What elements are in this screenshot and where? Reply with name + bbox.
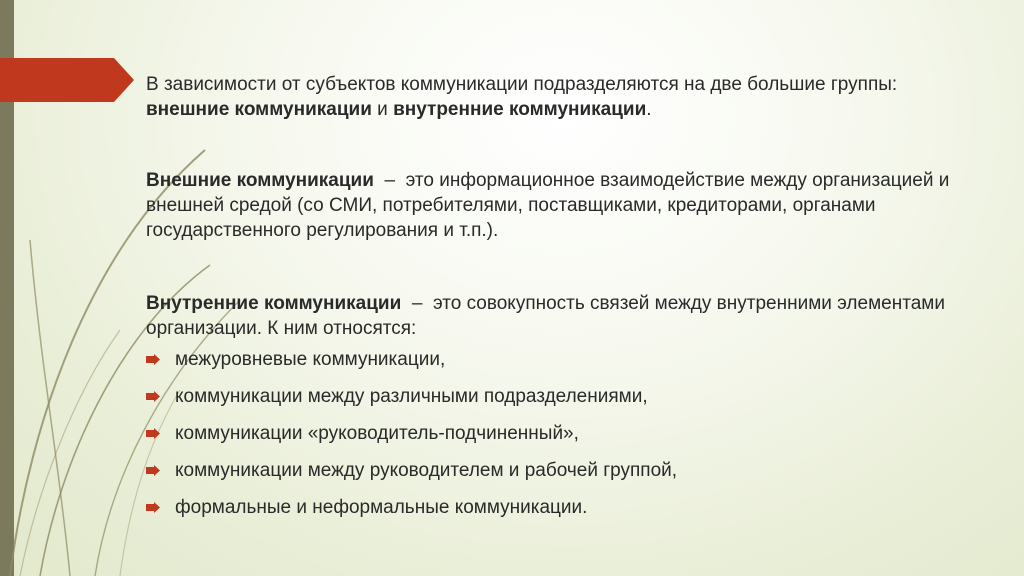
intro-text-1: В зависимости от субъектов коммуникации подразделяются на две большие группы: (146, 74, 898, 95)
arrow-bullet-icon (146, 391, 160, 402)
list-item (146, 384, 966, 421)
internal-paragraph (146, 291, 966, 341)
list-item-text: коммуникации между различными подразделениями, (175, 386, 648, 407)
internal-definition: – это совокупность связей между внутренними элементами организации. К ним относятся: (146, 293, 951, 339)
intro-bold-internal: внутренние коммуникации (393, 99, 647, 120)
slide-body (146, 72, 966, 532)
list-item-text: коммуникации между руководителем и рабочей группой, (175, 460, 678, 481)
list-item-text: формальные и неформальные коммуникации. (175, 497, 588, 518)
external-definition: – это информационное взаимодействие между организацией и внешней средой (со СМИ, потребителями, поставщиками, кредиторами, органами государственного регулирования и т.п.). (146, 170, 955, 241)
title-accent-arrow (0, 0, 140, 576)
list-item-text: межуровневые коммуникации, (175, 349, 446, 370)
internal-term: Внутренние коммуникации (146, 293, 402, 314)
list-item (146, 421, 966, 458)
intro-bold-external: внешние коммуникации (146, 99, 372, 120)
external-paragraph (146, 168, 966, 243)
intro-text-2: и (371, 99, 394, 120)
list-item-text: коммуникации «руководитель-подчиненный», (175, 423, 579, 444)
intro-paragraph (146, 72, 966, 122)
list-item (146, 458, 966, 495)
list-item (146, 495, 966, 532)
external-term: Внешние коммуникации (146, 170, 374, 191)
arrow-bullet-icon (146, 502, 160, 513)
list-item (146, 347, 966, 384)
arrow-bullet-icon (146, 354, 160, 365)
arrow-bullet-icon (146, 465, 160, 476)
internal-types-list (146, 347, 966, 532)
intro-text-3: . (646, 99, 652, 120)
arrow-bullet-icon (146, 428, 160, 439)
